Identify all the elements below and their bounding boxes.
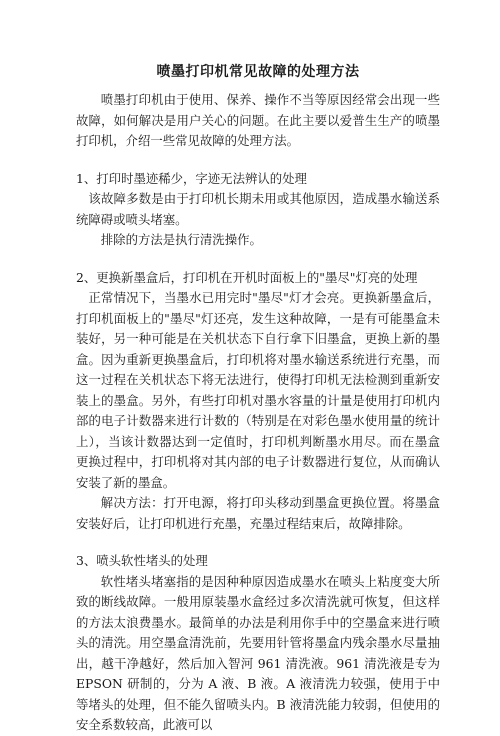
spacer <box>76 534 440 551</box>
section-1-paragraph-1: 该故障多数是由于打印机长期未用或其他原因，造成墨水输送系统障碍或喷头堵塞。 <box>76 191 440 227</box>
section-3-heading: 3、喷头软性堵头的处理 <box>76 553 208 568</box>
section-2-paragraph-2: 解决方法：打开电源，将打印头移动到墨盒更换位置。将墨盒安装好后，让打印机进行充墨，充墨过程结束后，故障排除。 <box>76 495 440 531</box>
section-3-paragraph-1: 软性堵头堵塞指的是因种种原因造成墨水在喷头上粘度变大所致的断线故障。一般用原装墨水盒经过多次清洗就可恢复，但这样的方法太浪费墨水。最简单的办法是利用你手中的空墨盒来进行喷头的清洗。用空墨盒清洗前，先要用针管将墨盒内残余墨水尽量抽出，越干净越好，然后加入智河 961 清洗液。961 清洗液是专为 EPSON 研制的，分为 A 液、B 液。A 液清洗力较强，使用于中等堵头的处理，但不能久留喷头内。B 液清洗能力较弱，但使用的安全系数较高，此液可以 <box>76 573 440 732</box>
section-1-paragraph-2: 排除的方法是执行清洗操作。 <box>100 232 262 247</box>
spacer <box>76 152 440 169</box>
intro-paragraph: 喷墨打印机由于使用、保养、操作不当等原因经常会出现一些故障，如何解决是用户关心的问题。在此主要以爱普生生产的喷墨打印机，介绍一些常见故障的处理方法。 <box>76 92 440 148</box>
spacer <box>76 251 440 268</box>
section-1-heading: 1、打印时墨迹稀少，字迹无法辨认的处理 <box>76 170 307 186</box>
document-title: 喷墨打印机常见故障的处理方法 <box>156 64 360 80</box>
section-2-paragraph-1: 正常情况下，当墨水已用完时"墨尽"灯才会亮。更换新墨盒后，打印机面板上的"墨尽"灯还亮，发生这种故障，一是有可能墨盒未装好，另一种可能是在关机状态下自行拿下旧墨盒，更换上新的墨盒。因为重新更换墨盒后，打印机将对墨水输送系统进行充墨，而这一过程在关机状态下将无法进行，使得打印机无法检测到重新安装上的墨盒。另外，有些打印机对墨水容量的计量是使用打印机内部的电子计数器来进行计数的（特别是在对彩色墨水使用量的统计上），当该计数器达到一定值时，打印机判断墨水用尽。而在墨盒更换过程中，打印机将对其内部的电子计数器进行复位，从而确认安装了新的墨盒。 <box>76 290 440 490</box>
section-2-heading: 2、更换新墨盒后，打印机在开机时面板上的"墨尽"灯亮的处理 <box>76 269 418 285</box>
